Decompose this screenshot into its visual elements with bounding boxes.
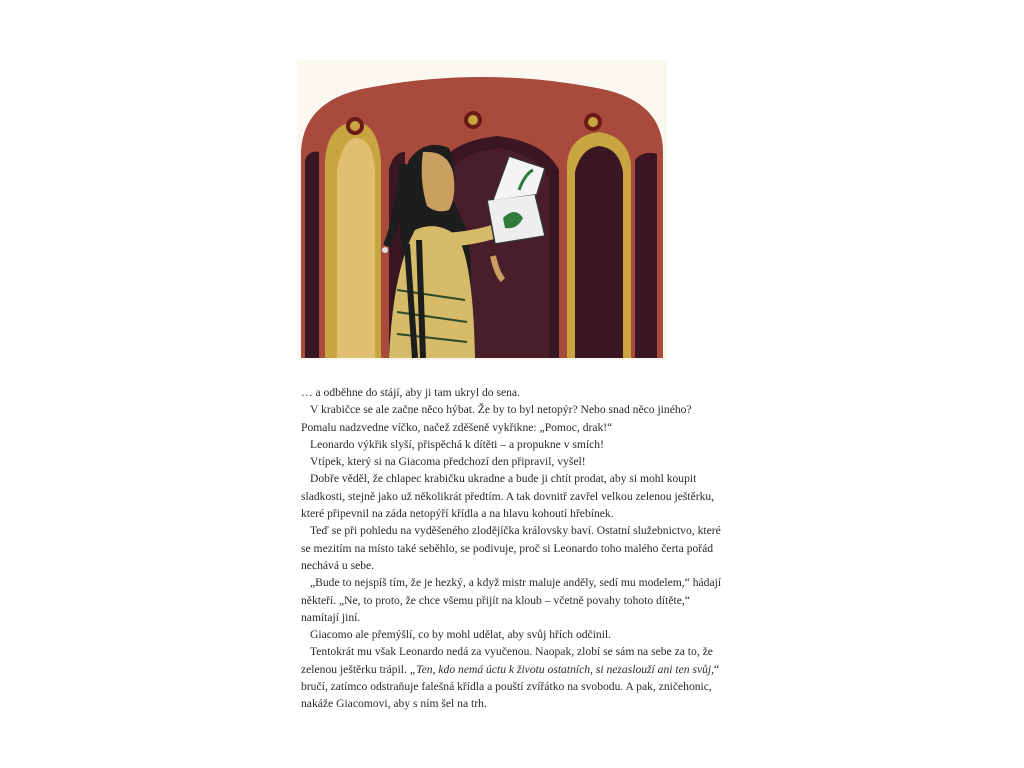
paragraph: „Bude to nejspíš tím, že je hezký, a když mistr maluje anděly, sedí mu modelem,“ hádají někteří. „Ne, to proto, že chce všemu přijít na kloub – včetně povahy tohoto dítěte,“ namítají jiní. <box>301 576 722 624</box>
paragraph: Dobře věděl, že chlapec krabičku ukradne a bude ji chtít prodat, aby si mohl koupit sladkosti, stejně jako už několikrát předtím. A tak dovnitř zavřel velkou zelenou ještěrku, které připevnil na záda netopýří křídla a na hlavu kohoutí hřebínek. <box>301 472 715 521</box>
book-illustration <box>297 60 667 360</box>
paragraph: Leonardo výkřik slyší, přispěchá k dítěti – a propukne v smích! <box>310 437 604 451</box>
paragraph-text: Tentokrát mu však Leonardo nedá za vyučenou. Naopak, zlobí se sám na sebe za to, že zelenou ještěrku trápil. <box>301 645 713 676</box>
paragraph: V krabičce se ale začne něco hýbat. Že by to byl netopýr? Nebo snad něco jiného? Pomalu nadzvedne víčko, načež zděšeně vykřikne: „Pomoc, drak!“ <box>301 403 692 434</box>
paragraph-text: “ bručí, zatímco odstraňuje falešná křídla a pouští zvířátko na svobodu. A pak, zničehonic, nakáže Giacomovi, aby s ním šel na trh. <box>301 662 720 711</box>
leonardo-boy-with-box-icon <box>297 60 667 360</box>
paragraph: Vtípek, který si na Giacoma předchozí den připravil, vyšel! <box>310 455 586 469</box>
leonardo-quote: „Ten, kdo nemá úctu k životu ostatních, si nezaslouží ani ten svůj, <box>409 662 715 676</box>
paragraph: Giacomo ale přemýšlí, co by mohl udělat, aby svůj hřích odčinil. <box>310 628 612 642</box>
paragraph <box>301 643 725 712</box>
paragraph: … a odběhne do stájí, aby ji tam ukryl do sena. <box>301 386 520 399</box>
story-text <box>301 384 725 713</box>
paragraph: Teď se při pohledu na vyděšeného zlodějíčka královsky baví. Ostatní služebnictvo, které se mezitím na místo také seběhlo, se podivuje, proč si Leonardo toho malého čerta pořád nechává u sebe. <box>301 524 721 572</box>
